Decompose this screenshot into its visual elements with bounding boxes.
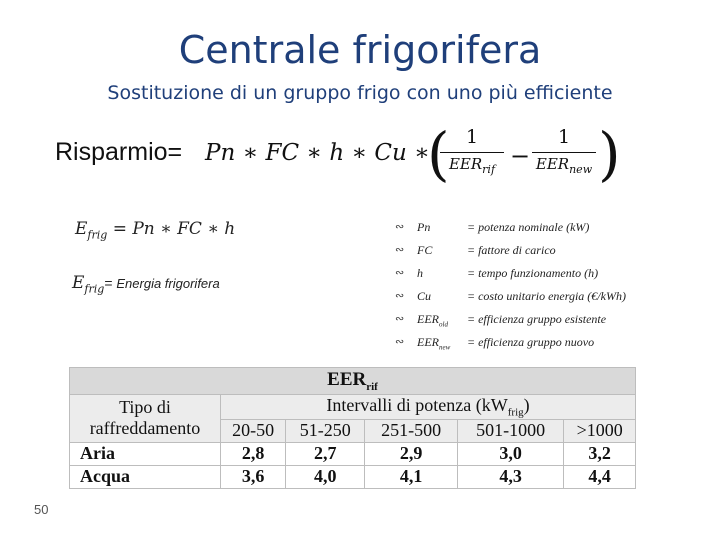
wave-bullet-icon: ∾ (395, 267, 405, 279)
savings-formula (55, 122, 635, 194)
formula-minus: − (510, 142, 531, 170)
table-cell: 3,0 (457, 442, 563, 465)
fraction-bar (532, 152, 596, 153)
eer-reference-table (69, 367, 636, 489)
row-label: Aria (70, 442, 221, 465)
wave-bullet-icon: ∾ (395, 221, 405, 233)
legend-term: $EER_{old}$ (417, 312, 448, 329)
legend-term: Cu (417, 289, 432, 303)
fraction-numerator: 1 (465, 126, 479, 148)
legend-description: = tempo funzionamento (h) (467, 266, 599, 280)
formula-close-paren: ) (598, 120, 621, 188)
table-cell: 2,9 (365, 442, 458, 465)
table-row (70, 442, 636, 465)
range-cell: 51-250 (286, 419, 365, 442)
fraction-denominator: $EER_{new}$ (535, 155, 593, 176)
efrig-label: $E_{frig}=$ Energia frigorifera (72, 273, 220, 296)
table-title-row (70, 368, 636, 395)
legend-term: FC (417, 243, 433, 257)
range-cell: 251-500 (365, 419, 458, 442)
fraction-bar (440, 152, 504, 153)
legend-description: = efficienza gruppo esistente (467, 312, 607, 326)
formula-expression: Pn ∗ FC ∗ h ∗ Cu ∗ (205, 140, 430, 166)
slide-title: Centrale frigorifera (178, 28, 542, 72)
table-cell: 2,8 (221, 442, 286, 465)
legend-description: = fattore di carico (467, 243, 556, 257)
legend-item (395, 311, 695, 334)
legend-term: $EER_{new}$ (417, 335, 451, 352)
legend-item (395, 334, 695, 357)
range-cell: 20-50 (221, 419, 286, 442)
table-cell: 4,0 (286, 465, 365, 488)
fraction-numerator: 1 (557, 126, 571, 148)
wave-bullet-icon: ∾ (395, 244, 405, 256)
legend-term: Pn (417, 220, 431, 234)
table-cell: 4,1 (365, 465, 458, 488)
power-range-header: Intervalli di potenza $(kW_{frig})$ (221, 395, 636, 420)
table-cell: 4,4 (564, 465, 636, 488)
efrig-definition: $E_{frig} = Pn$ ∗ FC ∗ h (75, 219, 236, 242)
formula-fraction-new (532, 126, 596, 176)
table-title: $EER_{rif}$ (70, 368, 636, 395)
legend-item (395, 288, 695, 311)
range-cell: 501-1000 (457, 419, 563, 442)
wave-bullet-icon: ∾ (395, 290, 405, 302)
cooling-type-header: Tipo di raffreddamento (70, 395, 221, 443)
formula-fraction-rif (440, 126, 504, 176)
formula-label: Risparmio= (55, 138, 183, 166)
legend-term: h (417, 266, 423, 280)
table-row (70, 465, 636, 488)
legend-item (395, 265, 695, 288)
slide-subtitle: Sostituzione di un gruppo frigo con uno più efficiente (107, 82, 613, 104)
wave-bullet-icon: ∾ (395, 313, 405, 325)
table-header-row (70, 395, 636, 420)
row-label: Acqua (70, 465, 221, 488)
table-cell: 4,3 (457, 465, 563, 488)
variable-legend (395, 219, 695, 357)
range-cell: >1000 (564, 419, 636, 442)
legend-item (395, 242, 695, 265)
legend-description: = costo unitario energia (€/kWh) (467, 289, 626, 303)
table-cell: 2,7 (286, 442, 365, 465)
legend-description: = efficienza gruppo nuovo (467, 335, 595, 349)
wave-bullet-icon: ∾ (395, 336, 405, 348)
fraction-denominator: $EER_{rif}$ (448, 155, 496, 176)
legend-item (395, 219, 695, 242)
legend-description: = potenza nominale (kW) (467, 220, 590, 234)
formula-open-paren: ( (427, 120, 450, 188)
slide-number: 50 (34, 502, 49, 517)
table-cell: 3,2 (564, 442, 636, 465)
table-cell: 3,6 (221, 465, 286, 488)
